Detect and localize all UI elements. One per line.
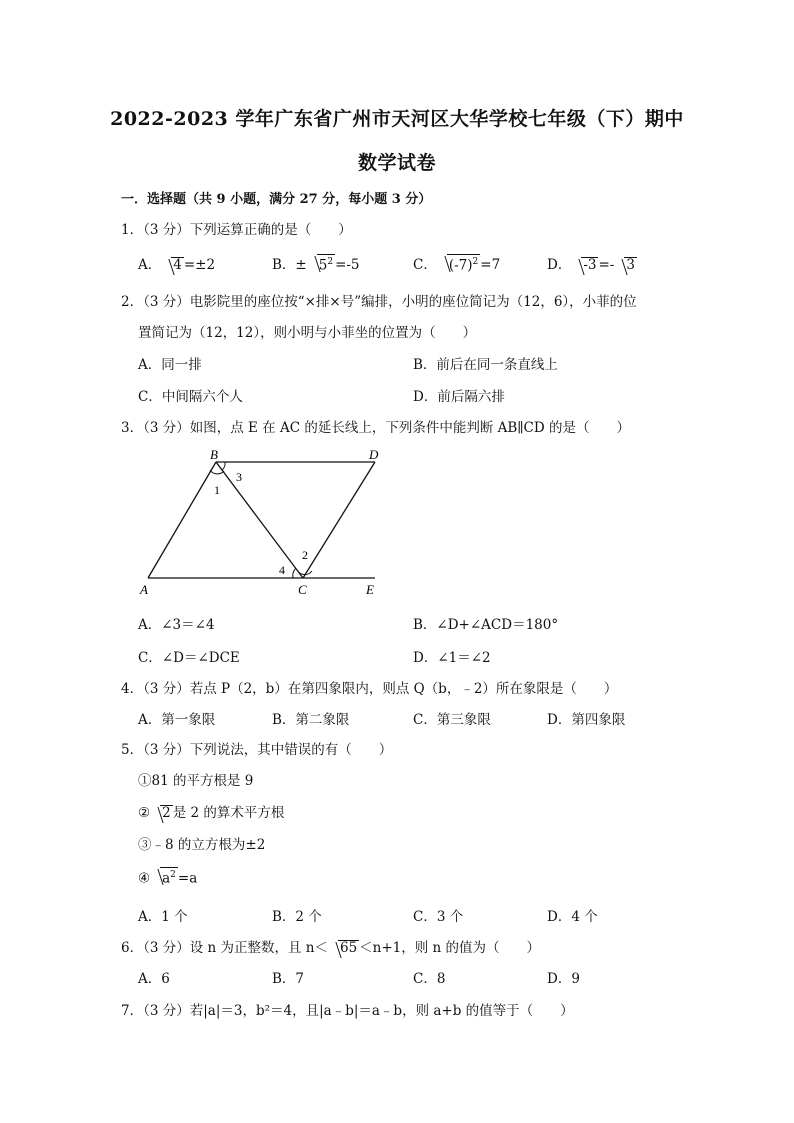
statement-text: =a <box>177 870 198 887</box>
q5-option-c[interactable]: C．3 个 <box>413 909 464 925</box>
q3-option-a[interactable]: A．∠3＝∠4 <box>138 617 215 633</box>
q5-statement-1: ①81 的平方根是 9 <box>138 773 254 789</box>
label-a: A <box>140 582 148 597</box>
option-tail: =±2 <box>183 257 216 273</box>
question-2-stem-line2: 置简记为（12，12），则小明与小菲坐的位置为（ ） <box>138 325 477 341</box>
sqrt-symbol <box>571 257 598 273</box>
q5-statement-4 <box>138 867 197 887</box>
q2-option-c[interactable]: C．中间隔六个人 <box>138 389 243 405</box>
q3-option-c[interactable]: C．∠D＝∠DCE <box>138 650 240 666</box>
question-6-stem <box>121 936 540 956</box>
sqrt-symbol <box>161 257 184 273</box>
label-b: B <box>210 447 218 462</box>
stem-text: ＜n+1，则 n 的值为（ ） <box>359 940 541 956</box>
question-1-stem: 1．（3 分）下列运算正确的是（ ） <box>121 222 352 238</box>
exam-title-line1: 2022-2023 学年广东省广州市天河区大华学校七年级（下）期中 <box>110 108 684 130</box>
q3-geometry-figure <box>130 442 390 602</box>
stem-text: 6．（3 分）设 n 为正整数，且 n＜ <box>121 940 328 956</box>
sqrt-symbol <box>328 940 359 956</box>
segment-bc <box>216 462 303 578</box>
option-tail: =7 <box>480 257 501 273</box>
option-tail: =- <box>598 257 615 273</box>
angle-3-arc <box>222 462 225 470</box>
q3-option-b[interactable]: B．∠D+∠ACD＝180° <box>413 617 559 633</box>
q5-option-b[interactable]: B．2 个 <box>272 909 322 925</box>
q1-option-c[interactable] <box>413 253 500 273</box>
exponent: 2 <box>327 256 334 267</box>
exponent: 2 <box>170 870 176 880</box>
radicand: 65 <box>339 940 358 956</box>
q3-option-d[interactable]: D．∠1＝∠2 <box>413 650 491 666</box>
radicand: 4 <box>173 257 182 273</box>
sqrt-symbol <box>614 257 637 273</box>
exam-title-line2: 数学试卷 <box>357 152 436 174</box>
section-heading: 一．选择题（共 9 小题，满分 27 分，每小题 3 分） <box>121 192 432 207</box>
option-prefix: B．± <box>272 257 307 273</box>
question-7-stem: 7．（3 分）若|a|＝3，b²＝4，且|a﹣b|＝a﹣b，则 a+b 的值等于（ ） <box>121 1003 574 1019</box>
radicand-base: a <box>162 870 171 887</box>
option-prefix: A． <box>138 257 162 273</box>
radicand: -3 <box>583 257 597 273</box>
question-2-stem-line1: 2．（3 分）电影院里的座位按“×排×号”编排，小明的座位简记为（12，6），小菲的位 <box>121 294 637 310</box>
angle-4-arc <box>293 568 296 578</box>
option-tail: =-5 <box>335 257 360 273</box>
label-angle-4: 4 <box>279 563 285 577</box>
q1-option-a[interactable] <box>138 253 215 273</box>
radicand <box>317 254 335 273</box>
sqrt-symbol <box>150 805 173 821</box>
sqrt-symbol <box>437 254 480 274</box>
radicand-base: (-7) <box>448 257 473 273</box>
q6-option-d[interactable]: D．9 <box>547 971 580 987</box>
question-4-stem: 4．（3 分）若点 P（2，b）在第四象限内，则点 Q（b，﹣2）所在象限是（ ） <box>121 681 618 697</box>
q5-statement-3: ③﹣8 的立方根为±2 <box>138 837 266 853</box>
q6-option-a[interactable]: A．6 <box>138 971 170 987</box>
label-angle-1: 1 <box>214 483 220 497</box>
statement-number: ④ <box>138 870 151 887</box>
question-5-stem: 5．（3 分）下列说法，其中错误的有（ ） <box>121 742 393 758</box>
radicand: 2 <box>162 805 171 821</box>
q4-option-c[interactable]: C．第三象限 <box>413 712 491 728</box>
question-3-stem: 3．（3 分）如图，点 E 在 AC 的延长线上，下列条件中能判断 AB∥CD 的是（ ） <box>121 420 630 436</box>
radicand-base: 5 <box>318 257 328 273</box>
q5-statement-2 <box>138 801 284 821</box>
q6-option-c[interactable]: C．8 <box>413 971 446 987</box>
q4-option-a[interactable]: A．第一象限 <box>138 712 216 728</box>
radicand: 3 <box>626 257 635 273</box>
option-prefix: D． <box>547 257 572 273</box>
label-e: E <box>366 582 374 597</box>
q1-option-b[interactable] <box>272 253 360 273</box>
sqrt-symbol <box>307 254 335 274</box>
label-angle-3: 3 <box>236 470 242 484</box>
sqrt-symbol <box>150 867 178 887</box>
label-c: C <box>298 582 307 597</box>
statement-text: 是 2 的算术平方根 <box>172 805 285 821</box>
exponent: 2 <box>472 256 479 267</box>
q2-option-d[interactable]: D．前后隔六排 <box>413 389 505 405</box>
option-prefix: C． <box>413 257 437 273</box>
segment-ab <box>148 462 216 578</box>
q2-option-b[interactable]: B．前后在同一条直线上 <box>413 357 558 373</box>
statement-number: ② <box>138 805 151 821</box>
segment-cd <box>303 462 375 578</box>
q4-option-d[interactable]: D．第四象限 <box>547 712 626 728</box>
radicand <box>447 254 480 273</box>
label-angle-2: 2 <box>302 548 308 562</box>
q5-option-d[interactable]: D．4 个 <box>547 909 598 925</box>
q4-option-b[interactable]: B．第二象限 <box>272 712 350 728</box>
label-d: D <box>369 447 379 462</box>
q2-option-a[interactable]: A．同一排 <box>138 357 202 373</box>
q5-option-a[interactable]: A．1 个 <box>138 909 188 925</box>
q6-option-b[interactable]: B．7 <box>272 971 305 987</box>
q1-option-d[interactable] <box>547 253 637 273</box>
radicand <box>160 867 178 886</box>
